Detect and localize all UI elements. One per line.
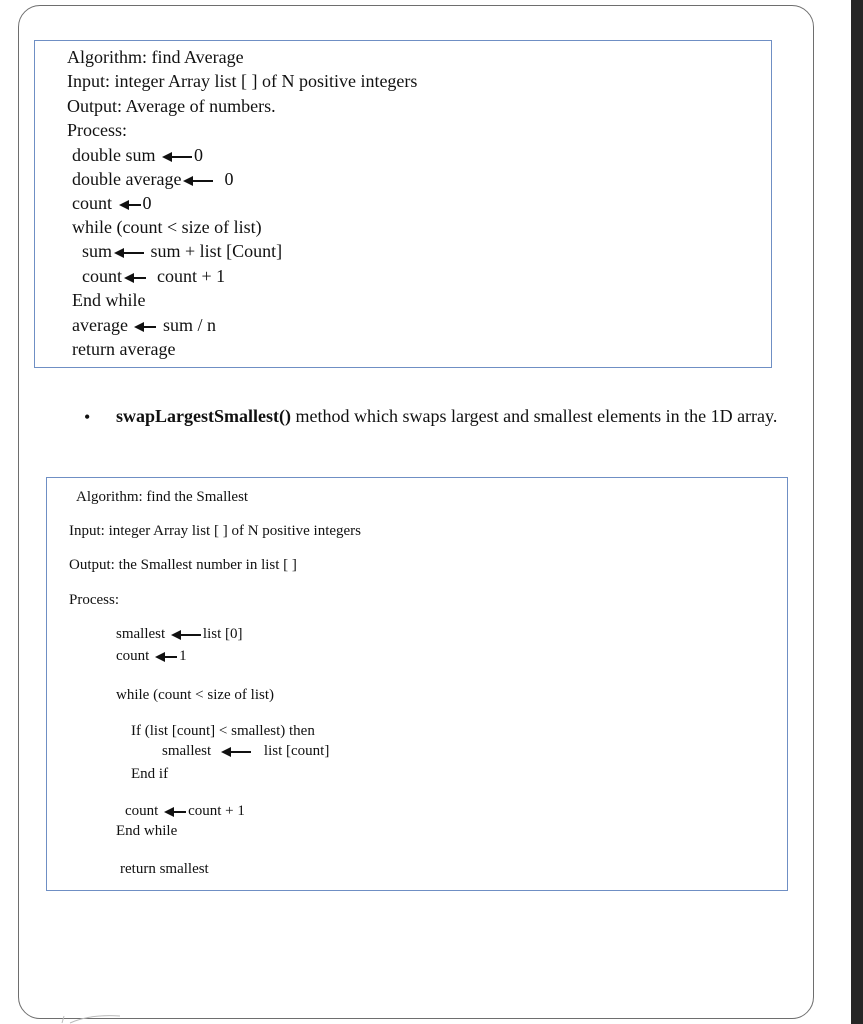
algo-output: Output: the Smallest number in list [ ] bbox=[69, 557, 297, 573]
algo-line bbox=[116, 625, 243, 644]
algo-title: Algorithm: find Average bbox=[67, 47, 244, 67]
algo-input: Input: integer Array list [ ] of N positive integers bbox=[69, 523, 362, 539]
code-text: list [0] bbox=[202, 626, 243, 642]
assign-arrow-icon bbox=[155, 652, 177, 662]
algo-output: Output: Average of numbers. bbox=[67, 96, 276, 116]
assign-arrow-icon bbox=[162, 152, 192, 162]
algo-line: while (count < size of list) bbox=[116, 687, 275, 703]
algo-line bbox=[82, 265, 225, 287]
algo-line bbox=[116, 647, 187, 666]
algo-line: End if bbox=[131, 766, 169, 782]
assign-arrow-icon bbox=[134, 322, 156, 332]
code-text: sum bbox=[82, 241, 113, 261]
code-text: count bbox=[116, 648, 150, 664]
bullet-item bbox=[116, 404, 806, 429]
code-text: count + 1 bbox=[188, 803, 245, 819]
code-text: double average bbox=[72, 169, 182, 189]
assign-arrow-icon bbox=[171, 630, 201, 640]
algo-line: return smallest bbox=[120, 861, 209, 877]
algo-process: Process: bbox=[69, 592, 119, 608]
algo-process: Process: bbox=[67, 120, 127, 140]
code-text: count bbox=[82, 266, 122, 286]
code-text: count + 1 bbox=[157, 266, 226, 286]
code-text: count bbox=[125, 803, 159, 819]
algo-line: while (count < size of list) bbox=[72, 217, 262, 237]
code-text: smallest bbox=[116, 626, 166, 642]
code-text: 0 bbox=[224, 169, 234, 189]
assign-arrow-icon bbox=[221, 747, 251, 757]
algo-line bbox=[82, 240, 282, 262]
algo-line bbox=[72, 192, 152, 214]
algo-input: Input: integer Array list [ ] of N positive integers bbox=[67, 71, 418, 91]
assign-arrow-icon bbox=[164, 807, 186, 817]
algo-line: End while bbox=[72, 290, 146, 310]
bullet-icon: • bbox=[84, 407, 91, 427]
algo-line bbox=[72, 314, 216, 336]
code-text: list [count] bbox=[263, 743, 330, 759]
code-text: 0 bbox=[194, 145, 203, 165]
assign-arrow-icon bbox=[119, 200, 141, 210]
algo-line bbox=[162, 742, 329, 761]
method-name: swapLargestSmallest() bbox=[116, 406, 291, 426]
assign-arrow-icon bbox=[114, 248, 144, 258]
algo-title: Algorithm: find the Smallest bbox=[76, 489, 249, 505]
code-text: smallest bbox=[162, 743, 212, 759]
algo-line bbox=[72, 168, 233, 190]
method-description: method which swaps largest and smallest elements in the 1D array. bbox=[290, 406, 778, 426]
algo-line: End while bbox=[116, 823, 178, 839]
assign-arrow-icon bbox=[183, 176, 213, 186]
algo-line bbox=[72, 144, 203, 166]
code-text: average bbox=[72, 315, 128, 335]
assign-arrow-icon bbox=[124, 273, 146, 283]
code-text: 1 bbox=[179, 648, 187, 664]
algo-line: If (list [count] < smallest) then bbox=[131, 723, 315, 739]
algo-line bbox=[125, 802, 245, 821]
code-text: sum / n bbox=[162, 315, 216, 335]
code-text: double sum bbox=[72, 145, 156, 165]
code-text: count bbox=[72, 193, 112, 213]
pen-mark-icon bbox=[60, 1012, 140, 1024]
viewer-scrollbar[interactable] bbox=[851, 0, 863, 1024]
code-text: sum + list [Count] bbox=[150, 241, 283, 261]
code-text: 0 bbox=[142, 193, 152, 213]
algo-line: return average bbox=[72, 339, 176, 359]
